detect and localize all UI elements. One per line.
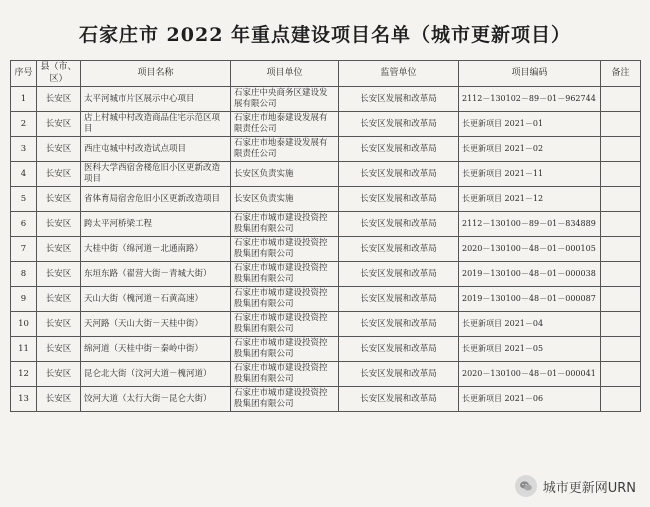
cell-note xyxy=(601,262,641,287)
cell-county: 长安区 xyxy=(37,187,81,212)
table-row xyxy=(11,287,641,312)
cell-seq: 13 xyxy=(11,387,37,412)
cell-project-name: 太平河城市片区展示中心项目 xyxy=(81,87,231,112)
cell-county: 长安区 xyxy=(37,262,81,287)
cell-county: 长安区 xyxy=(37,337,81,362)
header-note: 备注 xyxy=(601,61,641,87)
cell-note xyxy=(601,237,641,262)
cell-project-unit: 石家庄市城市建设投资控股集团有限公司 xyxy=(231,362,339,387)
cell-county: 长安区 xyxy=(37,287,81,312)
cell-project-unit: 石家庄市城市建设投资控股集团有限公司 xyxy=(231,387,339,412)
cell-note xyxy=(601,187,641,212)
cell-project-code: 2020－130100－48－01－000105 xyxy=(459,237,601,262)
cell-county: 长安区 xyxy=(37,212,81,237)
cell-county: 长安区 xyxy=(37,387,81,412)
cell-supervisor: 长安区发展和改革局 xyxy=(339,212,459,237)
cell-supervisor: 长安区发展和改革局 xyxy=(339,387,459,412)
cell-supervisor: 长安区发展和改革局 xyxy=(339,187,459,212)
cell-seq: 1 xyxy=(11,87,37,112)
cell-note xyxy=(601,137,641,162)
cell-project-name: 昆仑北大街（汶河大道－槐河道） xyxy=(81,362,231,387)
table-row xyxy=(11,262,641,287)
header-project-name: 项目名称 xyxy=(81,61,231,87)
cell-county: 长安区 xyxy=(37,312,81,337)
header-county: 县（市、区） xyxy=(37,61,81,87)
cell-project-code: 2020－130100－48－01－000041 xyxy=(459,362,601,387)
cell-county: 长安区 xyxy=(37,112,81,137)
cell-supervisor: 长安区发展和改革局 xyxy=(339,262,459,287)
header-seq: 序号 xyxy=(11,61,37,87)
cell-county: 长安区 xyxy=(37,362,81,387)
cell-supervisor: 长安区发展和改革局 xyxy=(339,237,459,262)
cell-supervisor: 长安区发展和改革局 xyxy=(339,137,459,162)
cell-project-unit: 石家庄市城市建设投资控股集团有限公司 xyxy=(231,337,339,362)
cell-note xyxy=(601,287,641,312)
table-row xyxy=(11,362,641,387)
table-row xyxy=(11,212,641,237)
cell-supervisor: 长安区发展和改革局 xyxy=(339,337,459,362)
cell-seq: 9 xyxy=(11,287,37,312)
table-header-row xyxy=(11,61,641,87)
cell-note xyxy=(601,162,641,187)
cell-project-code: 长更新项目 2021－01 xyxy=(459,112,601,137)
cell-project-unit: 石家庄市城市建设投资控股集团有限公司 xyxy=(231,212,339,237)
cell-project-unit: 长安区负责实施 xyxy=(231,187,339,212)
cell-note xyxy=(601,387,641,412)
table-row xyxy=(11,112,641,137)
cell-seq: 12 xyxy=(11,362,37,387)
cell-project-unit: 石家庄市城市建设投资控股集团有限公司 xyxy=(231,262,339,287)
watermark xyxy=(515,475,636,497)
cell-seq: 5 xyxy=(11,187,37,212)
cell-project-name: 天河路（天山大街－天桂中街） xyxy=(81,312,231,337)
cell-project-unit: 石家庄市城市建设投资控股集团有限公司 xyxy=(231,237,339,262)
cell-supervisor: 长安区发展和改革局 xyxy=(339,312,459,337)
cell-seq: 10 xyxy=(11,312,37,337)
header-project-unit: 项目单位 xyxy=(231,61,339,87)
cell-county: 长安区 xyxy=(37,87,81,112)
cell-project-code: 2019－130100－48－01－000087 xyxy=(459,287,601,312)
cell-county: 长安区 xyxy=(37,237,81,262)
cell-note xyxy=(601,87,641,112)
cell-note xyxy=(601,337,641,362)
cell-project-unit: 石家庄中央商务区建设发展有限公司 xyxy=(231,87,339,112)
header-project-code: 项目编码 xyxy=(459,61,601,87)
cell-supervisor: 长安区发展和改革局 xyxy=(339,112,459,137)
table-row xyxy=(11,137,641,162)
cell-project-code: 长更新项目 2021－04 xyxy=(459,312,601,337)
cell-project-name: 大桂中街（绵河道－北通南路） xyxy=(81,237,231,262)
cell-project-name: 店上村城中村改造商品住宅示范区项目 xyxy=(81,112,231,137)
table-row xyxy=(11,337,641,362)
cell-project-unit: 石家庄市地泰建设发展有限责任公司 xyxy=(231,137,339,162)
table-row xyxy=(11,162,641,187)
cell-project-name: 省体育局宿舍危旧小区更新改造项目 xyxy=(81,187,231,212)
cell-project-unit: 长安区负责实施 xyxy=(231,162,339,187)
cell-project-code: 长更新项目 2021－06 xyxy=(459,387,601,412)
page-title: 石家庄市 2022 年重点建设项目名单（城市更新项目） xyxy=(78,24,572,46)
cell-county: 长安区 xyxy=(37,137,81,162)
cell-project-code: 长更新项目 2021－11 xyxy=(459,162,601,187)
header-supervisor: 监管单位 xyxy=(339,61,459,87)
cell-project-code: 2112－130102－89－01－962744 xyxy=(459,87,601,112)
cell-supervisor: 长安区发展和改革局 xyxy=(339,162,459,187)
table-row xyxy=(11,387,641,412)
cell-county: 长安区 xyxy=(37,162,81,187)
cell-project-unit: 石家庄市城市建设投资控股集团有限公司 xyxy=(231,287,339,312)
cell-project-name: 跨太平河桥梁工程 xyxy=(81,212,231,237)
table-row xyxy=(11,87,641,112)
cell-seq: 2 xyxy=(11,112,37,137)
cell-project-unit: 石家庄市地泰建设发展有限责任公司 xyxy=(231,112,339,137)
cell-seq: 3 xyxy=(11,137,37,162)
cell-supervisor: 长安区发展和改革局 xyxy=(339,87,459,112)
cell-project-name: 饺河大道（太行大街－昆仑大街） xyxy=(81,387,231,412)
wechat-icon xyxy=(515,475,537,497)
cell-project-name: 天山大街（槐河道－石黄高速） xyxy=(81,287,231,312)
cell-project-code: 长更新项目 2021－05 xyxy=(459,337,601,362)
cell-seq: 4 xyxy=(11,162,37,187)
cell-note xyxy=(601,212,641,237)
cell-project-code: 2019－130100－48－01－000038 xyxy=(459,262,601,287)
cell-project-unit: 石家庄市城市建设投资控股集团有限公司 xyxy=(231,312,339,337)
watermark-text: 城市更新网URN xyxy=(542,480,636,496)
cell-project-name: 医科大学西宿舍楼危旧小区更新改造项目 xyxy=(81,162,231,187)
cell-note xyxy=(601,312,641,337)
cell-project-code: 长更新项目 2021－02 xyxy=(459,137,601,162)
table-row xyxy=(11,187,641,212)
cell-project-name: 东垣东路（翟营大街－青城大街） xyxy=(81,262,231,287)
cell-seq: 11 xyxy=(11,337,37,362)
cell-seq: 6 xyxy=(11,212,37,237)
cell-supervisor: 长安区发展和改革局 xyxy=(339,287,459,312)
cell-project-name: 绵河道（天桂中街－秦岭中街） xyxy=(81,337,231,362)
cell-note xyxy=(601,112,641,137)
cell-seq: 8 xyxy=(11,262,37,287)
cell-seq: 7 xyxy=(11,237,37,262)
cell-project-code: 长更新项目 2021－12 xyxy=(459,187,601,212)
cell-project-name: 西庄屯城中村改造试点项目 xyxy=(81,137,231,162)
cell-note xyxy=(601,362,641,387)
table-row xyxy=(11,237,641,262)
cell-supervisor: 长安区发展和改革局 xyxy=(339,362,459,387)
cell-project-code: 2112－130100－89－01－834889 xyxy=(459,212,601,237)
table-row xyxy=(11,312,641,337)
projects-table xyxy=(10,60,641,412)
